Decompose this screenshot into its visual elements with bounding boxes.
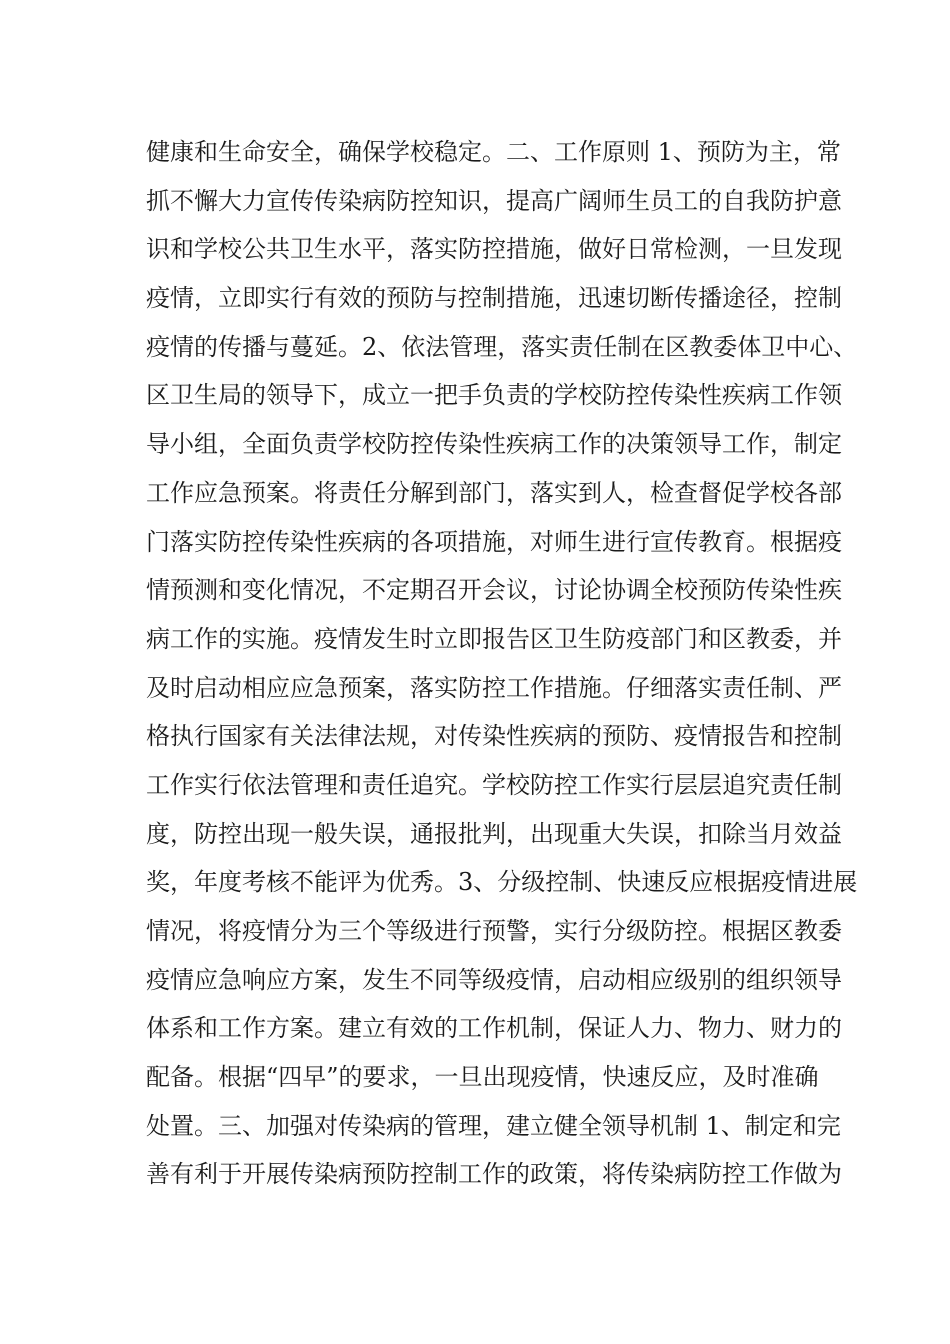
text-line: 配备。根据“四早”的要求，一旦出现疫情，快速反应，及时准确	[146, 1063, 819, 1092]
text-line: 善有利于开展传染病预防控制工作的政策，将传染病防控工作做为	[146, 1160, 842, 1189]
text-line: 健康和生命安全，确保学校稳定。二、工作原则 1、预防为主，常	[146, 138, 841, 166]
text-line: 病工作的实施。疫情发生时立即报告区卫生防疫部门和区教委，并	[146, 624, 842, 653]
text-line: 体系和工作方案。建立有效的工作机制，保证人力、物力、财力的	[146, 1014, 842, 1043]
text-line: 识和学校公共卫生水平，落实防控措施，做好日常检测，一旦发现	[146, 235, 842, 264]
text-line: 工作应急预案。将责任分解到部门，落实到人，检查督促学校各部	[146, 478, 842, 507]
text-line: 格执行国家有关法律法规，对传染性疾病的预防、疫情报告和控制	[146, 722, 842, 751]
text-line: 及时启动相应应急预案，落实防控工作措施。仔细落实责任制、严	[146, 673, 842, 702]
text-line: 区卫生局的领导下，成立一把手负责的学校防控传染性疾病工作领	[146, 381, 842, 410]
text-line: 疫情，立即实行有效的预防与控制措施，迅速切断传播途径，控制	[146, 284, 842, 313]
text-line: 奖，年度考核不能评为优秀。3、分级控制、快速反应根据疫情进展	[146, 868, 858, 897]
text-line: 情况，将疫情分为三个等级进行预警，实行分级防控。根据区教委	[146, 917, 842, 945]
text-line: 度，防控出现一般失误，通报批判，出现重大失误，扣除当月效益	[146, 819, 842, 848]
text-line: 门落实防控传染性疾病的各项措施，对师生进行宣传教育。根据疫	[146, 527, 842, 556]
text-line: 抓不懈大力宣传传染病防控知识，提高广阔师生员工的自我防护意	[146, 186, 842, 215]
text-line: 情预测和变化情况，不定期召开会议，讨论协调全校预防传染性疾	[146, 576, 842, 605]
text-line: 疫情应急响应方案，发生不同等级疫情，启动相应级别的组织领导	[146, 965, 842, 994]
body-text	[146, 128, 858, 1199]
text-line: 处置。三、加强对传染病的管理，建立健全领导机制 1、制定和完	[146, 1111, 841, 1140]
text-line: 疫情的传播与蔓延。2、依法管理，落实责任制在区教委体卫中心、	[146, 332, 858, 361]
text-line: 导小组，全面负责学校防控传染性疾病工作的决策领导工作，制定	[146, 430, 842, 459]
text-line: 工作实行依法管理和责任追究。学校防控工作实行层层追究责任制	[146, 770, 842, 799]
